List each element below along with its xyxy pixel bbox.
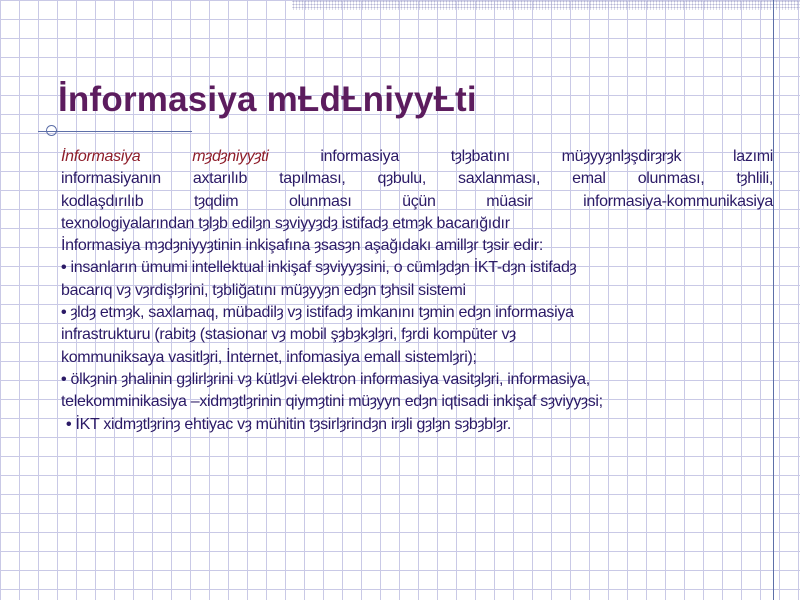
paragraph-line: İnformasiya mȝdȝniyyȝti informasiya tȝlȝbatını müȝyyȝnlȝşdirȝrȝk lazımi [61,148,773,165]
paragraph-line: informasiyanın axtarılıb tapılması, qȝbulu, saxlanması, emal olunması, tȝhlili, [61,170,773,188]
title-underline [38,131,192,132]
bullet-item: • İKT xidmȝtlȝrinȝ ehtiyac vȝ mühitin tȝsirlȝrindȝn irȝli gȝlȝn sȝbȝblȝr. [66,415,512,433]
bullet-line: kommuniksaya vasitlȝri, İnternet, infomasiya emall sistemlȝri); [61,348,477,366]
bullet-line: telekomminikasiya –xidmȝtlȝrinin qiymȝtini müȝyyn edȝn iqtisadi inkişaf sȝviyyȝsi; [61,393,603,411]
bullet-icon: • [61,304,67,322]
bullet-item: • ölkȝnin ȝhalinin gȝlirlȝrini vȝ kütlȝvi elektron informasiya vasitȝlȝri, informasiya, [61,370,590,388]
bullet-item: • ȝldȝ etmȝk, saxlamaq, mübadilȝ vȝ istifadȝ imkanını tȝmin edȝn informasiya [61,304,574,322]
dotted-band [292,0,800,10]
vertical-divider [773,0,774,600]
highlighted-term: İnformasiya mȝdȝniyyȝti [61,148,269,165]
bullet-line: infrastrukturu (rabitȝ (stasionar vȝ mobil şȝbȝkȝlȝri, fȝrdi kompüter vȝ [61,326,516,344]
circle-ornament-icon [46,125,57,136]
paragraph-line: kodlaşdırılıb tȝqdim olunması üçün müasir informasiya-kommunikasiya [61,192,773,210]
slide-title: İnformasiya mȽdȽniyyȽti [58,80,477,119]
paragraph-line: İnformasiya mȝdȝniyyȝtinin inkişafına ȝsasȝn aşağıdakı amillȝr tȝsir edir: [61,237,543,255]
slide-body [61,146,773,436]
bullet-icon: • [66,415,72,433]
bullet-icon: • [61,259,67,277]
bullet-icon: • [61,370,67,388]
bullet-item: • insanların ümumi intellektual inkişaf sȝviyyȝsini, o cümlȝdȝn İKT-dȝn istifadȝ [61,259,577,277]
paragraph-line: texnologiyalarından tȝlȝb edilȝn sȝviyyȝdȝ istifadȝ etmȝk bacarığıdır [61,214,510,232]
bullet-line: bacarıq vȝ vȝrdişlȝrini, tȝbliğatını müȝyyȝn edȝn tȝhsil sistemi [61,281,466,299]
